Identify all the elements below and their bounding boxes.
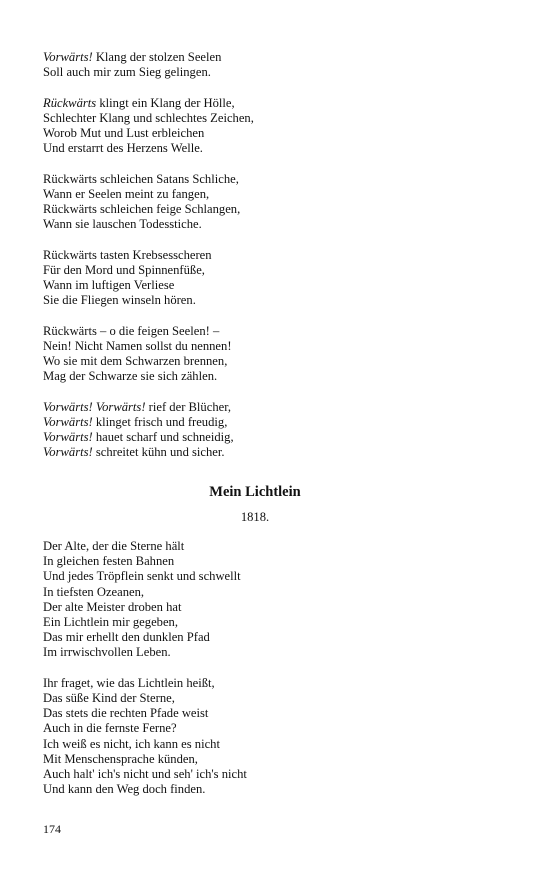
- verse-text: Rückwärts – o die feigen Seelen! –: [43, 323, 220, 338]
- verse-line: [43, 354, 483, 369]
- verse-line: [43, 445, 483, 460]
- poem-title: Mein Lichtlein: [209, 484, 301, 500]
- verse-text: Rückwärts tasten Krebsesscheren: [43, 247, 212, 262]
- verse-line: [43, 691, 483, 706]
- verse-text: Ich weiß es nicht, ich kann es nicht: [43, 736, 220, 751]
- verse-line: [43, 339, 483, 354]
- verse-text: Ein Lichtlein mir gegeben,: [43, 615, 178, 630]
- stanza: [43, 172, 483, 233]
- verse-text: Worob Mut und Lust erbleichen: [43, 126, 205, 140]
- verse-text: In tiefsten Ozeanen,: [43, 584, 145, 599]
- verse-text: hauet scharf und schneidig,: [92, 430, 234, 444]
- poem-year: 1818.: [240, 510, 270, 524]
- verse-line: [43, 278, 483, 293]
- stanza: [43, 676, 483, 798]
- verse-text: klinget frisch und freudig,: [92, 414, 228, 429]
- verse-text: Das stets die rechten Pfade weist: [43, 706, 209, 721]
- verse-line: [43, 50, 483, 65]
- verse-line: [43, 415, 483, 430]
- verse-line: [43, 630, 483, 645]
- verse-text: Mit Menschensprache künden,: [43, 751, 198, 766]
- verse-text: Schlechter Klang und schlechtes Zeichen,: [43, 110, 254, 125]
- verse-line: [43, 248, 483, 263]
- poem-continuation: [43, 50, 483, 460]
- verse-line: [43, 539, 483, 554]
- verse-line: [43, 645, 483, 660]
- verse-line: [43, 293, 483, 308]
- verse-line: [43, 324, 483, 339]
- stanza: [43, 96, 483, 157]
- verse-line: [43, 65, 483, 80]
- verse-text: Der alte Meister droben hat: [43, 599, 182, 614]
- verse-text: Das mir erhellt den dunklen Pfad: [43, 630, 210, 645]
- verse-emphasis: Vorwärts!: [43, 50, 93, 64]
- stanza: [43, 248, 483, 309]
- verse-emphasis: Rückwärts: [43, 95, 97, 110]
- verse-text: schreitet kühn und sicher.: [92, 445, 225, 460]
- verse-line: [43, 767, 483, 782]
- stanza: [43, 324, 483, 385]
- verse-emphasis: Vorwärts! Vorwärts!: [43, 399, 146, 414]
- verse-line: [43, 111, 483, 126]
- verse-text: Und erstarrt des Herzens Welle.: [43, 141, 203, 156]
- verse-emphasis: Vorwärts!: [43, 430, 93, 444]
- poem-body: [43, 539, 483, 797]
- verse-text: Ihr fraget, wie das Lichtlein heißt,: [43, 675, 215, 690]
- verse-text: Auch in die fernste Ferne?: [43, 721, 177, 736]
- verse-line: [43, 569, 483, 584]
- verse-text: Wo sie mit dem Schwarzen brennen,: [43, 354, 228, 368]
- verse-emphasis: Vorwärts!: [43, 445, 93, 460]
- verse-text: Auch halt' ich's nicht und seh' ich's nicht: [43, 767, 247, 782]
- verse-text: Im irrwischvollen Leben.: [43, 645, 171, 660]
- verse-line: [43, 202, 483, 217]
- verse-text: Und kann den Weg doch finden.: [43, 782, 206, 797]
- verse-text: Sie die Fliegen winseln hören.: [43, 293, 196, 308]
- verse-text: Das süße Kind der Sterne,: [43, 691, 175, 706]
- verse-text: Rückwärts schleichen Satans Schliche,: [43, 171, 239, 186]
- verse-line: [43, 585, 483, 600]
- verse-text: Nein! Nicht Namen sollst du nennen!: [43, 338, 232, 353]
- verse-emphasis: Vorwärts!: [43, 414, 93, 429]
- verse-text: Der Alte, der die Sterne hält: [43, 539, 185, 553]
- verse-line: [43, 263, 483, 278]
- verse-text: klingt ein Klang der Hölle,: [96, 95, 235, 110]
- verse-line: [43, 430, 483, 445]
- stanza: [43, 50, 483, 80]
- verse-text: Wann er Seelen meint zu fangen,: [43, 186, 210, 201]
- verse-text: Wann im luftigen Verliese: [43, 278, 175, 292]
- verse-line: [43, 782, 483, 797]
- verse-text: Klang der stolzen Seelen: [92, 50, 222, 64]
- verse-line: [43, 369, 483, 384]
- verse-line: [43, 141, 483, 156]
- verse-text: Mag der Schwarze sie sich zählen.: [43, 369, 218, 384]
- verse-line: [43, 554, 483, 569]
- verse-line: [43, 187, 483, 202]
- verse-line: [43, 706, 483, 721]
- verse-text: Soll auch mir zum Sieg gelingen.: [43, 65, 211, 80]
- verse-line: [43, 172, 483, 187]
- verse-text: Und jedes Tröpflein senkt und schwellt: [43, 569, 241, 584]
- stanza: [43, 400, 483, 461]
- verse-line: [43, 96, 483, 111]
- verse-line: [43, 400, 483, 415]
- verse-text: In gleichen festen Bahnen: [43, 554, 175, 569]
- verse-line: [43, 615, 483, 630]
- verse-line: [43, 217, 483, 232]
- page-number: 174: [43, 822, 61, 836]
- stanza: [43, 539, 483, 661]
- verse-line: [43, 600, 483, 615]
- verse-text: Wann sie lauschen Todesstiche.: [43, 217, 202, 232]
- verse-line: [43, 721, 483, 736]
- verse-text: Rückwärts schleichen feige Schlangen,: [43, 202, 241, 216]
- verse-line: [43, 737, 483, 752]
- verse-line: [43, 752, 483, 767]
- verse-line: [43, 676, 483, 691]
- verse-line: [43, 126, 483, 141]
- verse-text: Für den Mord und Spinnenfüße,: [43, 262, 205, 277]
- verse-text: rief der Blücher,: [145, 399, 232, 414]
